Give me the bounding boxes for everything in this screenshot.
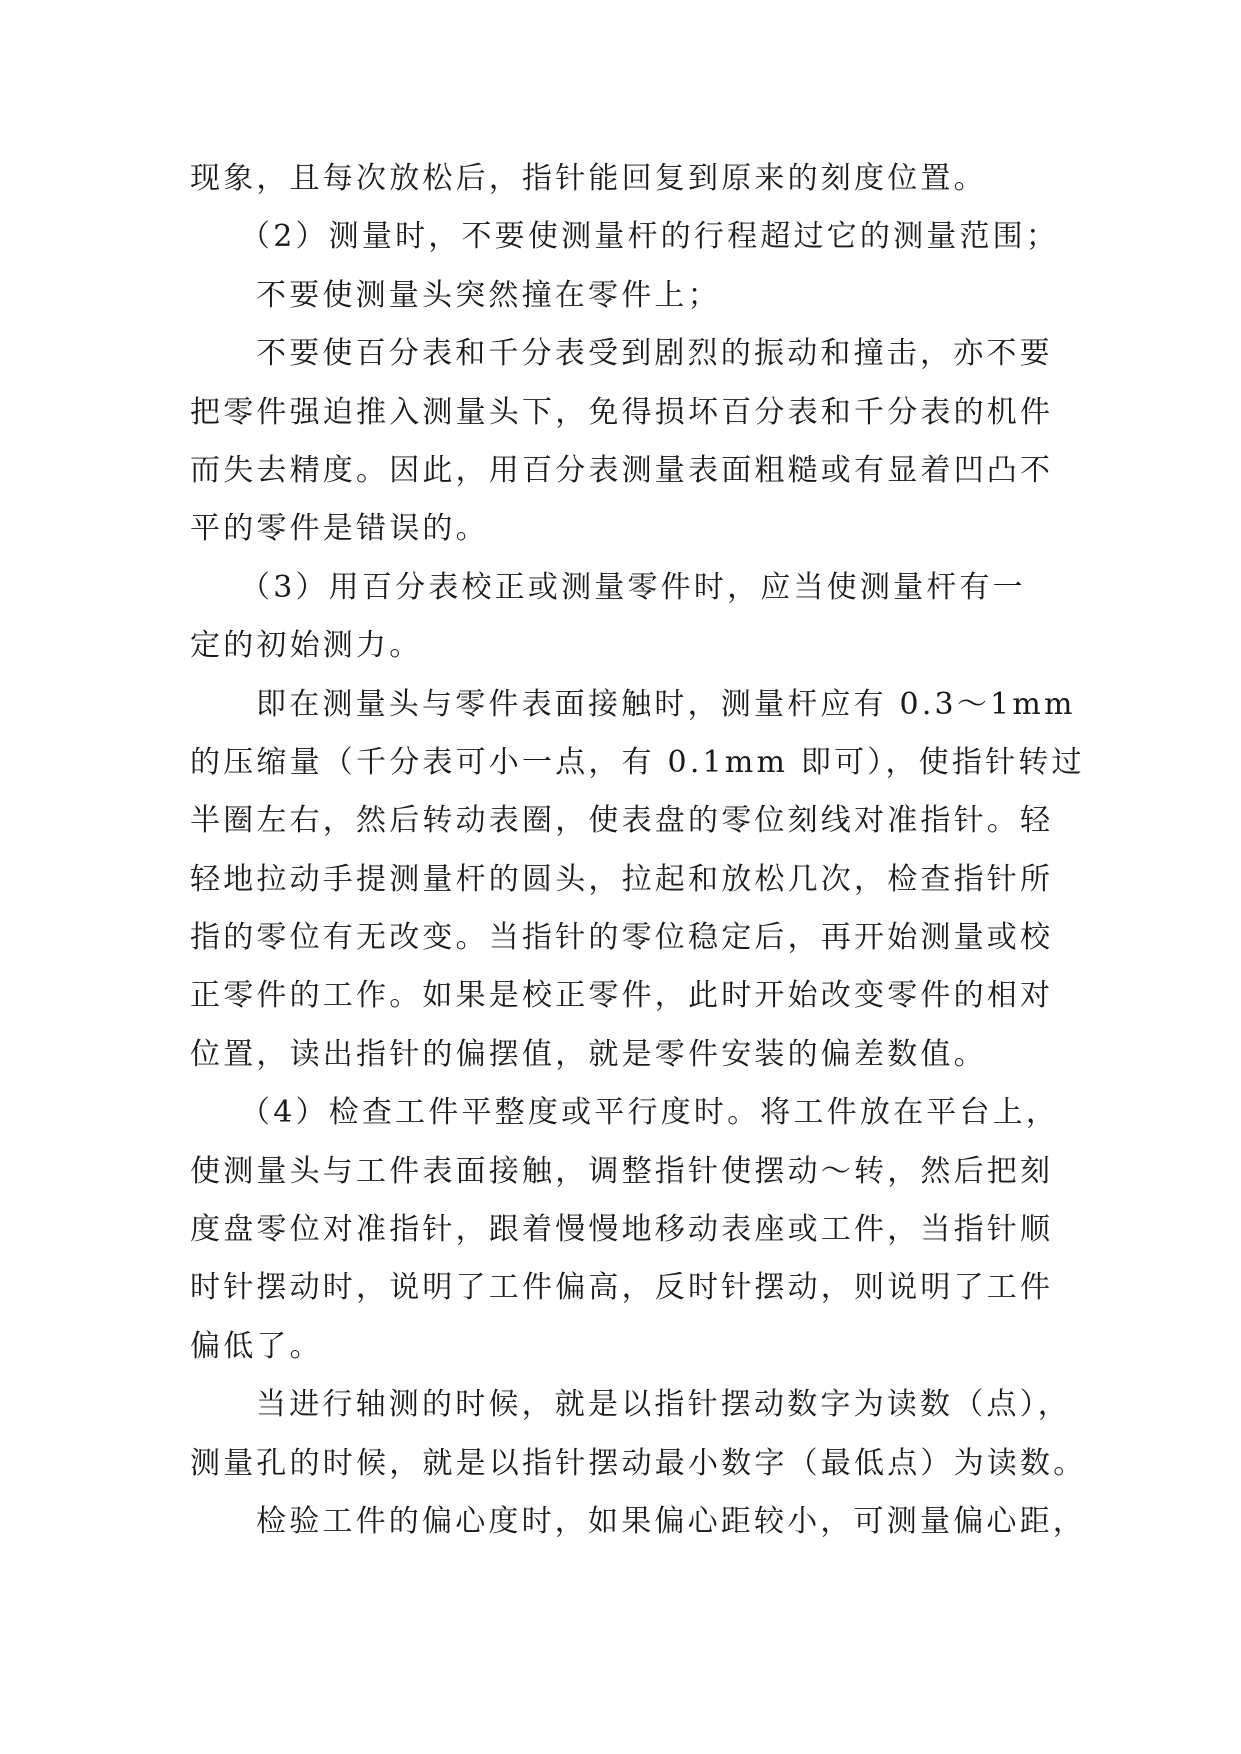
text-line: 把零件强迫推入测量头下，免得损坏百分表和千分表的机件 <box>190 394 1054 430</box>
body-text <box>190 150 1087 1551</box>
text-line: 正零件的工作。如果是校正零件，此时开始改变零件的相对 <box>190 978 1054 1014</box>
text-line: 即在测量头与零件表面接触时，测量杆应有 0.3～1mm <box>256 686 1076 722</box>
text-line: 定的初始测力。 <box>190 628 423 664</box>
text-line: （2）测量时，不要使测量杆的行程超过它的测量范围； <box>240 219 1060 255</box>
text-line: 指的零位有无改变。当指针的零位稳定后，再开始测量或校 <box>190 920 1054 956</box>
text-line: 平的零件是错误的。 <box>190 511 489 547</box>
text-line: （3）用百分表校正或测量零件时，应当使测量杆有一 <box>240 569 1026 605</box>
text-line: 半圈左右，然后转动表圈，使表盘的零位刻线对准指针。轻 <box>190 803 1054 839</box>
text-line: （4）检查工件平整度或平行度时。将工件放在平台上， <box>240 1095 1060 1131</box>
text-line: 时针摆动时，说明了工件偏高，反时针摆动，则说明了工件 <box>190 1270 1054 1306</box>
text-line: 使测量头与工件表面接触，调整指针使摆动～转，然后把刻 <box>190 1153 1054 1189</box>
text-line: 轻地拉动手提测量杆的圆头，拉起和放松几次，检查指针所 <box>190 861 1054 897</box>
text-line: 检验工件的偏心度时，如果偏心距较小，可测量偏心距， <box>256 1503 1086 1539</box>
text-line: 不要使测量头突然撞在零件上； <box>256 277 721 313</box>
text-line: 测量孔的时候，就是以指针摆动最小数字（最低点）为读数。 <box>190 1445 1087 1481</box>
text-line: 现象，且每次放松后，指针能回复到原来的刻度位置。 <box>190 161 987 196</box>
text-line: 位置，读出指针的偏摆值，就是零件安装的偏差数值。 <box>190 1036 987 1072</box>
text-line: 偏低了。 <box>190 1328 323 1364</box>
text-line: 当进行轴测的时候，就是以指针摆动数字为读数（点）， <box>256 1387 1071 1423</box>
text-line: 不要使百分表和千分表受到剧烈的振动和撞击，亦不要 <box>256 336 1053 372</box>
text-line: 度盘零位对准指针，跟着慢慢地移动表座或工件，当指针顺 <box>190 1212 1054 1248</box>
text-line: 的压缩量（千分表可小一点，有 0.1mm 即可），使指针转过 <box>190 744 1085 780</box>
text-line: 而失去精度。因此，用百分表测量表面粗糙或有显着凹凸不 <box>190 452 1054 488</box>
